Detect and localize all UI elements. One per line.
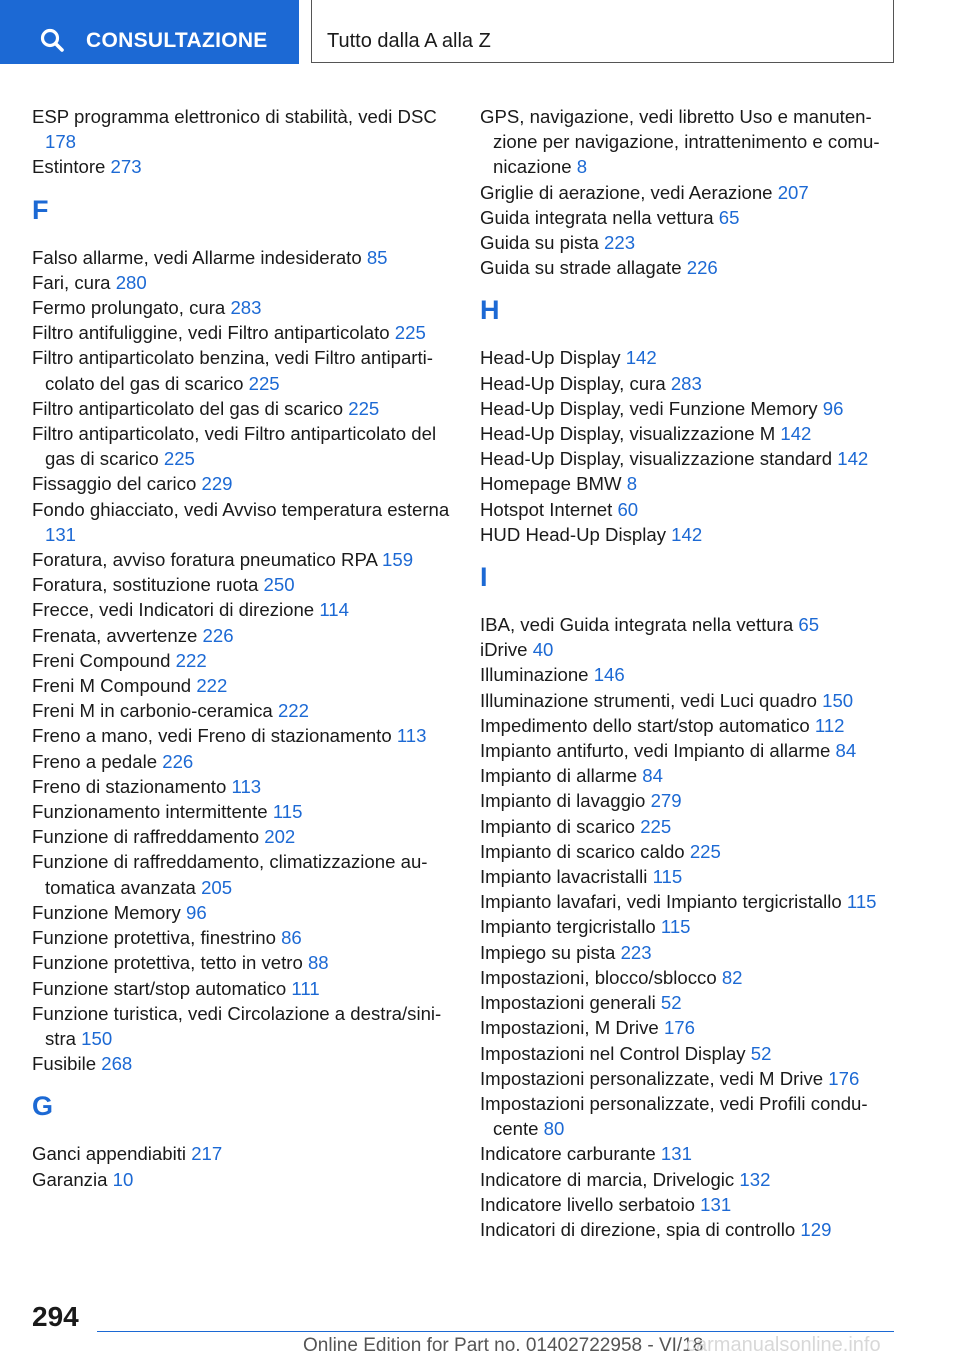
index-entry — [480, 738, 900, 763]
index-entry — [32, 345, 462, 395]
page-link[interactable]: 150 — [81, 1027, 113, 1049]
entry-text: Impianto lavacristalli — [480, 866, 653, 888]
entry-text: Fermo prolungato, cura — [32, 297, 231, 319]
entry-text: Funzione Memory — [32, 901, 186, 923]
page-link[interactable]: 273 — [110, 156, 142, 178]
entry-text: Homepage BMW — [480, 473, 627, 495]
page-link[interactable]: 146 — [593, 664, 625, 686]
entry-text: Funzionamento intermittente — [32, 801, 273, 823]
page-link[interactable]: 223 — [604, 232, 636, 254]
index-entry — [32, 774, 462, 799]
index-letter: H — [480, 295, 500, 326]
page-link[interactable]: 115 — [846, 891, 877, 913]
entry-text: Frecce, vedi Indicatori di direzione — [32, 599, 320, 621]
entry-text: Impiego su pista — [480, 941, 621, 963]
index-entry — [32, 824, 462, 849]
entry-text: Guida su strade allagate — [480, 257, 687, 279]
entry-text: Filtro antiparticolato benzina, vedi Filtro antiparti-colato del gas di scarico — [32, 347, 433, 394]
index-entry — [480, 839, 900, 864]
index-entry — [32, 471, 462, 496]
entry-text: Indicatori di direzione, spia di controllo — [480, 1218, 801, 1240]
entry-text: Freno di stazionamento — [32, 775, 232, 797]
index-entry — [480, 1066, 900, 1091]
index-column-right — [480, 104, 900, 1242]
index-entry — [480, 446, 900, 471]
entry-text: Impostazioni generali — [480, 992, 661, 1014]
page-link[interactable]: 131 — [45, 523, 77, 545]
entry-text: Indicatore di marcia, Drivelogic — [480, 1168, 740, 1190]
page-header — [0, 0, 960, 66]
entry-text: Funzione turistica, vedi Circolazione a destra/sini-stra — [32, 1002, 442, 1049]
page-link[interactable]: 86 — [281, 927, 302, 949]
index-entry — [480, 371, 900, 396]
page-link[interactable]: 96 — [822, 397, 844, 419]
page-link[interactable]: 115 — [652, 866, 683, 888]
page-link[interactable]: 60 — [617, 498, 639, 520]
page-link[interactable]: 222 — [196, 675, 228, 697]
page-link[interactable]: 8 — [576, 156, 588, 178]
entry-text: Garanzia — [32, 1168, 113, 1190]
entry-text: Freni Compound — [32, 649, 176, 671]
page-link[interactable]: 178 — [45, 131, 77, 153]
page-link[interactable]: 250 — [263, 574, 295, 596]
page-link[interactable]: 52 — [660, 992, 682, 1014]
entry-text: Foratura, sostituzione ruota — [32, 574, 264, 596]
page-link[interactable]: 114 — [319, 599, 349, 621]
page-link[interactable]: 84 — [835, 740, 857, 762]
page-link[interactable]: 112 — [814, 714, 845, 736]
entry-text: IBA, vedi Guida integrata nella vettura — [480, 614, 799, 636]
watermark: carmanualsonline.info — [686, 1334, 881, 1356]
index-entry — [32, 320, 462, 345]
page-link[interactable]: 279 — [650, 790, 682, 812]
entry-text: Illuminazione — [480, 664, 594, 686]
index-entry — [32, 154, 462, 179]
index-entry — [32, 1167, 462, 1192]
page-link[interactable]: 142 — [780, 423, 812, 445]
entry-text: Freno a pedale — [32, 750, 163, 772]
index-entry — [480, 637, 900, 662]
page-link[interactable]: 207 — [777, 181, 809, 203]
page-link[interactable]: 88 — [307, 952, 329, 974]
page-link[interactable]: 142 — [837, 448, 869, 470]
entry-text: Impianto antifurto, vedi Impianto di allarme — [480, 740, 836, 762]
index-letter: F — [32, 194, 49, 225]
page-link[interactable]: 65 — [718, 206, 740, 228]
tab-section[interactable] — [311, 0, 894, 63]
page-link[interactable]: 226 — [162, 750, 194, 772]
entry-text: Falso allarme, vedi Allarme indesiderato — [32, 246, 367, 268]
page-link[interactable]: 115 — [272, 801, 303, 823]
index-entry — [480, 1167, 900, 1192]
entry-text: Fondo ghiacciato, vedi Avviso temperatura esterna — [32, 498, 450, 520]
index-entry — [480, 471, 900, 496]
index-entry — [480, 814, 900, 839]
page-link[interactable]: 268 — [101, 1053, 133, 1075]
entry-text: Freni M Compound — [32, 675, 197, 697]
footer-divider — [97, 1331, 894, 1332]
index-column-left — [32, 104, 462, 1192]
entry-text: Funzione protettiva, finestrino — [32, 927, 282, 949]
index-entry — [32, 245, 462, 270]
index-entry — [32, 104, 462, 154]
entry-text: Freni M in carbonio-ceramica — [32, 700, 278, 722]
index-entry — [32, 648, 462, 673]
page-link[interactable]: 229 — [201, 473, 233, 495]
page-link[interactable]: 142 — [625, 347, 657, 369]
index-entry — [480, 180, 900, 205]
page-link[interactable]: 202 — [264, 826, 296, 848]
entry-text: Head-Up Display — [480, 347, 626, 369]
page-link[interactable]: 129 — [800, 1218, 832, 1240]
entry-text: Impianto di lavaggio — [480, 790, 651, 812]
section-title: Tutto dalla A alla Z — [327, 30, 491, 52]
index-letter: I — [480, 562, 488, 593]
index-entry — [32, 950, 462, 975]
entry-text: Frenata, avvertenze — [32, 624, 203, 646]
page-link[interactable]: 159 — [382, 549, 414, 571]
index-entry — [480, 522, 900, 547]
entry-text: Impostazioni, M Drive — [480, 1017, 664, 1039]
page-link[interactable]: 283 — [230, 297, 262, 319]
page-link[interactable]: 10 — [112, 1168, 134, 1190]
index-entry — [480, 1217, 900, 1242]
entry-text: Funzione protettiva, tetto in vetro — [32, 952, 308, 974]
index-entry — [480, 713, 900, 738]
page-link[interactable]: 217 — [191, 1143, 223, 1165]
index-entry — [32, 976, 462, 1001]
index-entry — [32, 572, 462, 597]
index-entry — [32, 623, 462, 648]
index-letter: G — [32, 1091, 54, 1122]
index-entry — [480, 1141, 900, 1166]
entry-text: Freno a mano, vedi Freno di stazionamento — [32, 725, 397, 747]
entry-text: Hotspot Internet — [480, 498, 618, 520]
index-entry — [480, 940, 900, 965]
index-entry — [480, 205, 900, 230]
entry-text: HUD Head-Up Display — [480, 523, 672, 545]
page-link[interactable]: 52 — [750, 1042, 772, 1064]
page-link[interactable]: 283 — [670, 372, 702, 394]
entry-text: Impostazioni nel Control Display — [480, 1042, 751, 1064]
page-link[interactable]: 131 — [700, 1193, 732, 1215]
index-entry — [480, 688, 900, 713]
page-link[interactable]: 176 — [663, 1017, 695, 1039]
entry-text: Indicatore livello serbatoio — [480, 1193, 701, 1215]
page-link[interactable]: 85 — [366, 246, 388, 268]
index-entry — [32, 497, 462, 547]
page-link[interactable]: 222 — [175, 649, 207, 671]
index-entry — [480, 914, 900, 939]
entry-text: Impostazioni, blocco/sblocco — [480, 966, 722, 988]
page-link[interactable]: 82 — [721, 966, 743, 988]
page-link[interactable]: 150 — [822, 689, 854, 711]
page-link[interactable]: 132 — [739, 1168, 771, 1190]
index-entry — [480, 662, 900, 687]
index-entry — [32, 849, 462, 899]
page-link[interactable]: 280 — [115, 271, 147, 293]
entry-text: Head-Up Display, visualizzazione M — [480, 423, 781, 445]
entry-text: Impostazioni personalizzate, vedi M Drive — [480, 1067, 829, 1089]
entry-text: Head-Up Display, cura — [480, 372, 671, 394]
index-entry — [480, 1091, 900, 1141]
page-link[interactable]: 226 — [202, 624, 234, 646]
entry-text: Head-Up Display, visualizzazione standard — [480, 448, 838, 470]
entry-text: iDrive — [480, 639, 533, 661]
index-entry — [480, 421, 900, 446]
index-entry — [32, 1141, 462, 1166]
entry-text: Funzione di raffreddamento, climatizzazione au-tomatica avanzata — [32, 851, 428, 898]
index-entry — [32, 547, 462, 572]
search-icon — [40, 28, 66, 54]
entry-text: Estintore — [32, 156, 111, 178]
entry-text: Impostazioni personalizzate, vedi Profili condu-cente — [480, 1092, 868, 1140]
entry-text: Funzione di raffreddamento — [32, 826, 265, 848]
page-link[interactable]: 142 — [671, 523, 703, 545]
page-link[interactable]: 225 — [689, 840, 721, 862]
entry-text: Ganci appendiabiti — [32, 1143, 192, 1165]
index-entry — [32, 1001, 462, 1051]
index-entry — [480, 230, 900, 255]
page-link[interactable]: 84 — [642, 765, 663, 787]
page-link[interactable]: 65 — [798, 614, 820, 636]
entry-text: Filtro antifuliggine, vedi Filtro antiparticolato — [32, 322, 395, 344]
index-entry — [32, 925, 462, 950]
page-link[interactable]: 40 — [532, 639, 554, 661]
page-link[interactable]: 225 — [163, 448, 195, 470]
index-entry — [480, 396, 900, 421]
index-entry — [480, 1015, 900, 1040]
page-link[interactable]: 226 — [686, 257, 718, 279]
page-link[interactable]: 225 — [394, 322, 426, 344]
page-link[interactable]: 131 — [660, 1143, 692, 1165]
index-entry — [480, 965, 900, 990]
index-entry — [480, 497, 900, 522]
entry-text: Funzione start/stop automatico — [32, 977, 292, 999]
entry-text: Illuminazione strumenti, vedi Luci quadro — [480, 689, 823, 711]
index-entry — [480, 889, 900, 914]
page-link[interactable]: 222 — [277, 700, 309, 722]
entry-text: GPS, navigazione, vedi libretto Uso e manuten-zione per navigazione, intrattenimento e comu-nicazione — [480, 106, 880, 178]
entry-text: Impianto di scarico — [480, 815, 641, 837]
page-link[interactable]: 111 — [291, 977, 320, 999]
index-entry — [480, 255, 900, 280]
index-entry — [480, 763, 900, 788]
index-entry — [32, 698, 462, 723]
index-entry — [32, 270, 462, 295]
entry-text: Impianto tergicristallo — [480, 916, 661, 938]
tab-consultazione-label: CONSULTAZIONE — [86, 29, 268, 52]
index-entry — [32, 597, 462, 622]
index-entry — [32, 749, 462, 774]
index-entry — [32, 799, 462, 824]
entry-text: Filtro antiparticolato del gas di scarico — [32, 397, 349, 419]
entry-text: Foratura, avviso foratura pneumatico RPA — [32, 549, 383, 571]
entry-text: Head-Up Display, vedi Funzione Memory — [480, 397, 823, 419]
index-entry — [32, 723, 462, 748]
page-link[interactable]: 205 — [201, 876, 233, 898]
index-entry — [480, 1041, 900, 1066]
entry-text: Impianto di allarme — [480, 765, 643, 787]
page-link[interactable]: 113 — [231, 775, 262, 797]
entry-text: Impianto lavafari, vedi Impianto tergicristallo — [480, 891, 847, 913]
index-entry — [32, 421, 462, 471]
tab-consultazione[interactable] — [0, 0, 299, 64]
entry-text: Griglie di aerazione, vedi Aerazione — [480, 181, 778, 203]
page-link[interactable]: 113 — [396, 725, 427, 747]
index-entry — [480, 1192, 900, 1217]
page-link[interactable]: 80 — [543, 1118, 565, 1140]
entry-text: Guida su pista — [480, 232, 605, 254]
entry-text: Impedimento dello start/stop automatico — [480, 714, 815, 736]
page-number: 294 — [32, 1301, 79, 1332]
index-entry — [480, 104, 900, 180]
page-link[interactable]: 176 — [828, 1067, 860, 1089]
page-link[interactable]: 223 — [620, 941, 652, 963]
index-entry — [480, 864, 900, 889]
page-link[interactable]: 225 — [640, 815, 672, 837]
entry-text: Fissaggio del carico — [32, 473, 202, 495]
page-link[interactable]: 96 — [185, 901, 207, 923]
index-entry — [480, 788, 900, 813]
index-entry — [32, 295, 462, 320]
index-entry — [480, 612, 900, 637]
page-link[interactable]: 225 — [248, 372, 280, 394]
entry-text: Filtro antiparticolato, vedi Filtro antiparticolato del gas di scarico — [32, 423, 437, 470]
entry-text: Indicatore carburante — [480, 1143, 661, 1165]
page-link[interactable]: 8 — [626, 473, 638, 495]
entry-text: Impianto di scarico caldo — [480, 840, 690, 862]
entry-text: Fari, cura — [32, 271, 116, 293]
page-link[interactable]: 225 — [348, 397, 380, 419]
index-entry — [32, 900, 462, 925]
edition-text: Online Edition for Part no. 01402722958 - VI/18 — [303, 1335, 704, 1356]
entry-text: Fusibile — [32, 1053, 102, 1075]
entry-text: ESP programma elettronico di stabilità, vedi DSC — [32, 106, 437, 127]
entry-text: Guida integrata nella vettura — [480, 206, 719, 228]
index-entry — [480, 345, 900, 370]
index-entry — [32, 396, 462, 421]
page-link[interactable]: 115 — [660, 916, 691, 938]
index-entry — [32, 673, 462, 698]
index-entry — [480, 990, 900, 1015]
index-entry — [32, 1051, 462, 1076]
